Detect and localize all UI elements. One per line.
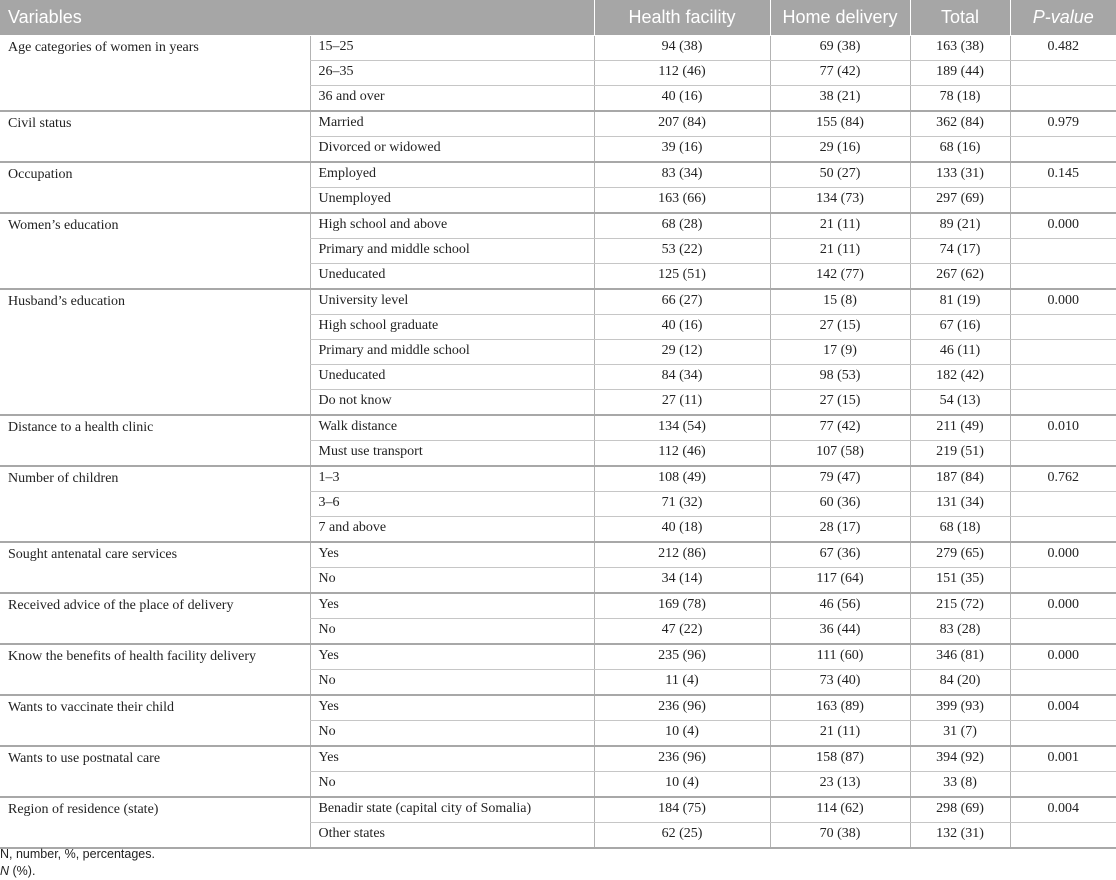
total-cell: 54 (13) — [910, 390, 1010, 416]
health-facility-cell: 27 (11) — [594, 390, 770, 416]
variable-cell: Know the benefits of health facility delivery — [0, 644, 310, 695]
home-delivery-cell: 27 (15) — [770, 315, 910, 340]
health-facility-cell: 212 (86) — [594, 542, 770, 568]
category-cell: No — [310, 670, 594, 696]
category-cell: 26–35 — [310, 61, 594, 86]
home-delivery-cell: 17 (9) — [770, 340, 910, 365]
table-row — [0, 746, 1116, 772]
home-delivery-cell: 29 (16) — [770, 137, 910, 163]
health-facility-cell: 235 (96) — [594, 644, 770, 670]
health-facility-cell: 10 (4) — [594, 772, 770, 798]
p-value-cell — [1010, 772, 1116, 798]
health-facility-cell: 94 (38) — [594, 36, 770, 61]
p-value-cell: 0.979 — [1010, 111, 1116, 137]
home-delivery-cell: 69 (38) — [770, 36, 910, 61]
health-facility-cell: 236 (96) — [594, 695, 770, 721]
health-facility-cell: 108 (49) — [594, 466, 770, 492]
table-footnotes — [0, 846, 155, 880]
health-facility-cell: 11 (4) — [594, 670, 770, 696]
health-facility-cell: 184 (75) — [594, 797, 770, 823]
variable-cell: Sought antenatal care services — [0, 542, 310, 593]
p-value-cell: 0.000 — [1010, 593, 1116, 619]
home-delivery-cell: 77 (42) — [770, 415, 910, 441]
total-cell: 83 (28) — [910, 619, 1010, 645]
health-facility-cell: 236 (96) — [594, 746, 770, 772]
variable-cell: Women’s education — [0, 213, 310, 289]
table-row — [0, 797, 1116, 823]
header-total: Total — [910, 0, 1010, 36]
total-cell: 187 (84) — [910, 466, 1010, 492]
total-cell: 163 (38) — [910, 36, 1010, 61]
category-cell: 7 and above — [310, 517, 594, 543]
variable-cell: Received advice of the place of delivery — [0, 593, 310, 644]
home-delivery-cell: 134 (73) — [770, 188, 910, 214]
footnote-2-italic: N — [0, 864, 10, 878]
variable-cell: Husband’s education — [0, 289, 310, 415]
footnote-2-rest: (%). — [9, 864, 36, 878]
home-delivery-cell: 98 (53) — [770, 365, 910, 390]
category-cell: No — [310, 568, 594, 594]
home-delivery-cell: 27 (15) — [770, 390, 910, 416]
p-value-cell — [1010, 86, 1116, 112]
home-delivery-cell: 28 (17) — [770, 517, 910, 543]
home-delivery-cell: 117 (64) — [770, 568, 910, 594]
total-cell: 219 (51) — [910, 441, 1010, 467]
total-cell: 267 (62) — [910, 264, 1010, 290]
health-facility-cell: 83 (34) — [594, 162, 770, 188]
category-cell: Yes — [310, 746, 594, 772]
home-delivery-cell: 46 (56) — [770, 593, 910, 619]
total-cell: 394 (92) — [910, 746, 1010, 772]
category-cell: Other states — [310, 823, 594, 849]
health-facility-cell: 112 (46) — [594, 61, 770, 86]
p-value-cell: 0.482 — [1010, 36, 1116, 61]
home-delivery-cell: 50 (27) — [770, 162, 910, 188]
health-facility-cell: 71 (32) — [594, 492, 770, 517]
total-cell: 346 (81) — [910, 644, 1010, 670]
table-row — [0, 36, 1116, 61]
home-delivery-cell: 107 (58) — [770, 441, 910, 467]
p-value-cell — [1010, 721, 1116, 747]
health-facility-cell: 40 (18) — [594, 517, 770, 543]
p-value-cell: 0.000 — [1010, 213, 1116, 239]
total-cell: 279 (65) — [910, 542, 1010, 568]
health-facility-cell: 34 (14) — [594, 568, 770, 594]
home-delivery-cell: 73 (40) — [770, 670, 910, 696]
variable-cell: Region of residence (state) — [0, 797, 310, 848]
health-facility-cell: 10 (4) — [594, 721, 770, 747]
table-row — [0, 542, 1116, 568]
p-value-cell — [1010, 264, 1116, 290]
p-value-cell — [1010, 568, 1116, 594]
category-cell: Benadir state (capital city of Somalia) — [310, 797, 594, 823]
p-value-cell: 0.000 — [1010, 289, 1116, 315]
p-value-cell — [1010, 823, 1116, 849]
table-row — [0, 695, 1116, 721]
health-facility-cell: 169 (78) — [594, 593, 770, 619]
health-facility-cell: 68 (28) — [594, 213, 770, 239]
total-cell: 68 (16) — [910, 137, 1010, 163]
header-p-value-text: P-value — [1032, 7, 1094, 27]
health-facility-cell: 112 (46) — [594, 441, 770, 467]
home-delivery-cell: 142 (77) — [770, 264, 910, 290]
total-cell: 182 (42) — [910, 365, 1010, 390]
p-value-cell — [1010, 137, 1116, 163]
health-facility-cell: 84 (34) — [594, 365, 770, 390]
p-value-cell: 0.762 — [1010, 466, 1116, 492]
category-cell: Unemployed — [310, 188, 594, 214]
p-value-cell — [1010, 390, 1116, 416]
health-facility-cell: 40 (16) — [594, 315, 770, 340]
p-value-cell: 0.010 — [1010, 415, 1116, 441]
category-cell: Yes — [310, 593, 594, 619]
total-cell: 46 (11) — [910, 340, 1010, 365]
p-value-cell: 0.000 — [1010, 542, 1116, 568]
header-p-value — [1010, 0, 1116, 36]
category-cell: Yes — [310, 695, 594, 721]
home-delivery-cell: 77 (42) — [770, 61, 910, 86]
table-row — [0, 111, 1116, 137]
health-facility-cell: 39 (16) — [594, 137, 770, 163]
p-value-cell — [1010, 670, 1116, 696]
header-category — [310, 0, 594, 36]
total-cell: 211 (49) — [910, 415, 1010, 441]
category-cell: Primary and middle school — [310, 340, 594, 365]
total-cell: 399 (93) — [910, 695, 1010, 721]
home-delivery-cell: 60 (36) — [770, 492, 910, 517]
total-cell: 84 (20) — [910, 670, 1010, 696]
p-value-cell — [1010, 239, 1116, 264]
category-cell: 15–25 — [310, 36, 594, 61]
total-cell: 78 (18) — [910, 86, 1010, 112]
home-delivery-cell: 36 (44) — [770, 619, 910, 645]
home-delivery-cell: 111 (60) — [770, 644, 910, 670]
category-cell: Married — [310, 111, 594, 137]
header-health-facility: Health facility — [594, 0, 770, 36]
home-delivery-cell: 70 (38) — [770, 823, 910, 849]
table-header-row — [0, 0, 1116, 36]
category-cell: 3–6 — [310, 492, 594, 517]
health-facility-cell: 47 (22) — [594, 619, 770, 645]
category-cell: Divorced or widowed — [310, 137, 594, 163]
total-cell: 131 (34) — [910, 492, 1010, 517]
health-facility-cell: 163 (66) — [594, 188, 770, 214]
category-cell: Do not know — [310, 390, 594, 416]
table-row — [0, 289, 1116, 315]
home-delivery-cell: 21 (11) — [770, 721, 910, 747]
total-cell: 189 (44) — [910, 61, 1010, 86]
home-delivery-cell: 21 (11) — [770, 213, 910, 239]
table-row — [0, 213, 1116, 239]
p-value-cell — [1010, 188, 1116, 214]
total-cell: 133 (31) — [910, 162, 1010, 188]
home-delivery-cell: 79 (47) — [770, 466, 910, 492]
home-delivery-cell: 21 (11) — [770, 239, 910, 264]
total-cell: 81 (19) — [910, 289, 1010, 315]
category-cell: Uneducated — [310, 264, 594, 290]
p-value-cell — [1010, 619, 1116, 645]
category-cell: Primary and middle school — [310, 239, 594, 264]
health-facility-cell: 40 (16) — [594, 86, 770, 112]
header-variables: Variables — [0, 0, 310, 36]
variable-cell: Occupation — [0, 162, 310, 213]
variable-cell: Civil status — [0, 111, 310, 162]
health-facility-cell: 62 (25) — [594, 823, 770, 849]
category-cell: Employed — [310, 162, 594, 188]
p-value-cell: 0.004 — [1010, 797, 1116, 823]
table-row — [0, 162, 1116, 188]
total-cell: 362 (84) — [910, 111, 1010, 137]
total-cell: 74 (17) — [910, 239, 1010, 264]
category-cell: High school graduate — [310, 315, 594, 340]
home-delivery-cell: 114 (62) — [770, 797, 910, 823]
p-value-cell — [1010, 492, 1116, 517]
total-cell: 297 (69) — [910, 188, 1010, 214]
header-home-delivery: Home delivery — [770, 0, 910, 36]
category-cell: Yes — [310, 542, 594, 568]
home-delivery-cell: 15 (8) — [770, 289, 910, 315]
health-facility-cell: 53 (22) — [594, 239, 770, 264]
total-cell: 67 (16) — [910, 315, 1010, 340]
variable-cell: Distance to a health clinic — [0, 415, 310, 466]
category-cell: No — [310, 721, 594, 747]
footnote-1: N, number, %, percentages. — [0, 847, 155, 861]
footnote-2 — [0, 863, 155, 880]
health-facility-cell: 207 (84) — [594, 111, 770, 137]
p-value-cell — [1010, 315, 1116, 340]
total-cell: 132 (31) — [910, 823, 1010, 849]
variable-cell: Age categories of women in years — [0, 36, 310, 112]
category-cell: Uneducated — [310, 365, 594, 390]
category-cell: University level — [310, 289, 594, 315]
health-facility-cell: 29 (12) — [594, 340, 770, 365]
p-value-cell: 0.000 — [1010, 644, 1116, 670]
home-delivery-cell: 163 (89) — [770, 695, 910, 721]
category-cell: No — [310, 772, 594, 798]
category-cell: 36 and over — [310, 86, 594, 112]
total-cell: 33 (8) — [910, 772, 1010, 798]
total-cell: 215 (72) — [910, 593, 1010, 619]
p-value-cell — [1010, 365, 1116, 390]
variable-cell: Wants to vaccinate their child — [0, 695, 310, 746]
health-facility-cell: 134 (54) — [594, 415, 770, 441]
total-cell: 89 (21) — [910, 213, 1010, 239]
category-cell: Must use transport — [310, 441, 594, 467]
p-value-cell — [1010, 340, 1116, 365]
p-value-cell: 0.004 — [1010, 695, 1116, 721]
category-cell: No — [310, 619, 594, 645]
table-row — [0, 415, 1116, 441]
table-row — [0, 644, 1116, 670]
home-delivery-cell: 67 (36) — [770, 542, 910, 568]
table-row — [0, 466, 1116, 492]
total-cell: 298 (69) — [910, 797, 1010, 823]
category-cell: Yes — [310, 644, 594, 670]
total-cell: 151 (35) — [910, 568, 1010, 594]
p-value-cell: 0.145 — [1010, 162, 1116, 188]
variable-cell: Number of children — [0, 466, 310, 542]
health-facility-cell: 125 (51) — [594, 264, 770, 290]
home-delivery-cell: 23 (13) — [770, 772, 910, 798]
table-body — [0, 36, 1116, 849]
category-cell: Walk distance — [310, 415, 594, 441]
home-delivery-cell: 158 (87) — [770, 746, 910, 772]
p-value-cell — [1010, 441, 1116, 467]
variable-cell: Wants to use postnatal care — [0, 746, 310, 797]
p-value-cell — [1010, 517, 1116, 543]
health-facility-cell: 66 (27) — [594, 289, 770, 315]
total-cell: 31 (7) — [910, 721, 1010, 747]
home-delivery-cell: 155 (84) — [770, 111, 910, 137]
p-value-cell — [1010, 61, 1116, 86]
category-cell: High school and above — [310, 213, 594, 239]
p-value-cell: 0.001 — [1010, 746, 1116, 772]
table-row — [0, 593, 1116, 619]
home-delivery-cell: 38 (21) — [770, 86, 910, 112]
total-cell: 68 (18) — [910, 517, 1010, 543]
category-cell: 1–3 — [310, 466, 594, 492]
